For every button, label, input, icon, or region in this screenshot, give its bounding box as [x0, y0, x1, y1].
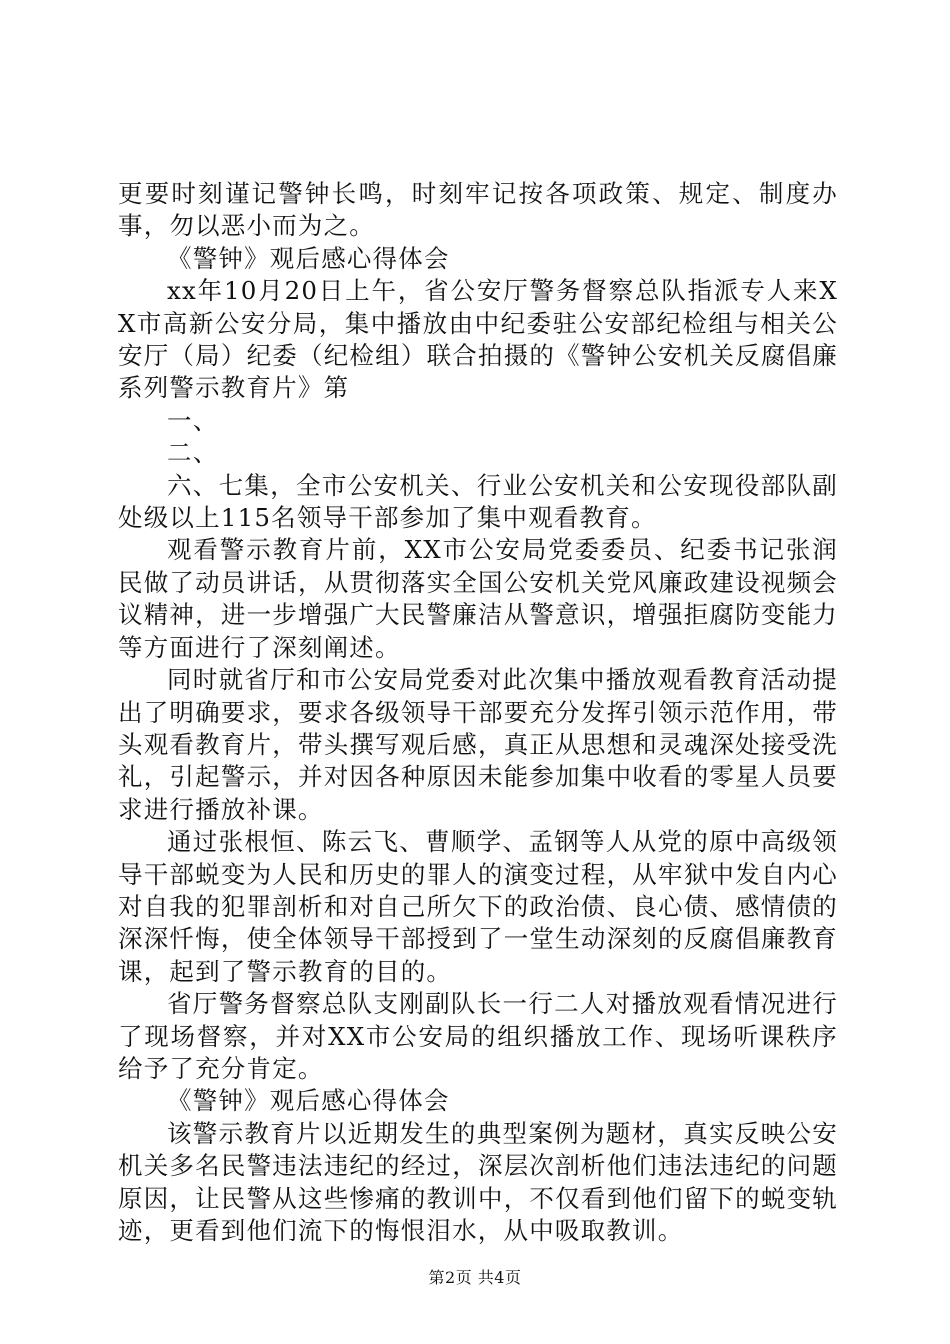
paragraph: 观看警示教育片前，XX市公安局党委委员、纪委书记张润民做了动员讲话，从贯彻落实全国公安机关党风廉政建设视频会议精神，进一步增强广大民警廉洁从警意识，增强拒腐防变能力等方面进行了深刻阐述。: [118, 535, 838, 662]
paragraph-continuation: 更要时刻谨记警钟长鸣，时刻牢记按各项政策、规定、制度办事，勿以恶小而为之。: [118, 179, 838, 241]
section-heading: 《警钟》观后感心得体会: [167, 243, 450, 273]
paragraph: 该警示教育片以近期发生的典型案例为题材，真实反映公安机关多名民警违法违纪的经过，深层次剖析他们违法违纪的问题原因，让民警从这些惨痛的教训中，不仅看到他们留下的蜕变轨迹，更看到他们流下的悔恨泪水，从中吸取教训。: [118, 1118, 838, 1245]
paragraph-list-marker: 二、: [167, 438, 219, 468]
paragraph: 同时就省厅和市公安局党委对此次集中播放观看教育活动提出了明确要求，要求各级领导干部要充分发挥引领示范作用，带头观看教育片，带头撰写观后感，真正从思想和灵魂深处接受洗礼，引起警示，并对因各种原因未能参加集中收看的零星人员要求进行播放补课。: [118, 665, 838, 824]
paragraph: 六、七集，全市公安机关、行业公安机关和公安现役部队副处级以上115名领导干部参加了集中观看教育。: [118, 470, 838, 533]
page-footer: 第2页 共4页: [428, 1268, 522, 1287]
paragraph: 通过张根恒、陈云飞、曹顺学、孟钢等人从党的原中高级领导干部蜕变为人民和历史的罪人的演变过程，从牢狱中发自内心对自我的犯罪剖析和对自己所欠下的政治债、良心债、感情债的深深忏悔，使全体领导干部授到了一堂生动深刻的反腐倡廉教育课，起到了警示教育的目的。: [118, 827, 838, 986]
document-body: [118, 178, 838, 1247]
paragraph-list-marker: 一、: [167, 405, 219, 435]
section-heading: 《警钟》观后感心得体会: [167, 1086, 450, 1116]
paragraph: 省厅警务督察总队支刚副队长一行二人对播放观看情况进行了现场督察，并对XX市公安局的组织播放工作、现场听课秩序给予了充分肯定。: [118, 989, 838, 1083]
paragraph: xx年10月20日上午，省公安厅警务督察总队指派专人来XX市高新公安分局，集中播放由中纪委驻公安部纪检组与相关公安厅（局）纪委（纪检组）联合拍摄的《警钟公安机关反腐倡廉系列警示教育片》第: [118, 276, 838, 403]
